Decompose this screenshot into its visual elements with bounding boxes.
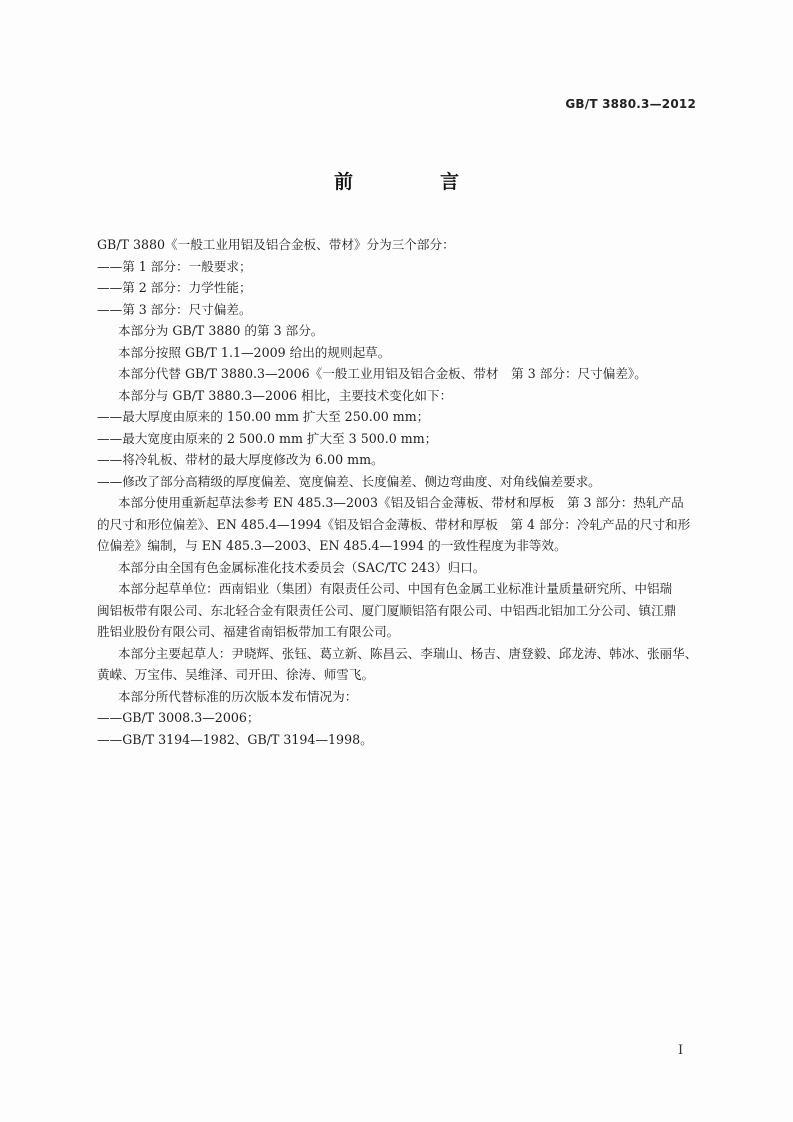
text-line: 位偏差》编制，与 EN 485.3—2003、EN 485.4—1994 的一致性程度为非等效。	[97, 538, 567, 553]
text-line: 本部分为 GB/T 3880 的第 3 部分。	[118, 323, 324, 338]
standard-code: GB/T 3880.3—2012	[565, 97, 696, 111]
list-item: ——第 1 部分：一般要求；	[97, 258, 252, 274]
list-item: ——GB/T 3194—1982、GB/T 3194—1998。	[97, 731, 373, 747]
list-item: ——GB/T 3008.3—2006；	[97, 710, 260, 725]
text-line: 本部分与 GB/T 3880.3—2006 相比，主要技术变化如下：	[118, 387, 453, 403]
text-line: 本部分使用重新起草法参考 EN 485.3—2003《铝及铝合金薄板、带材和厚板 第 3 部分：热轧产品	[118, 495, 684, 510]
list-item: ——修改了部分高精级的厚度偏差、宽度偏差、长度偏差、侧边弯曲度、对角线偏差要求。	[97, 473, 601, 489]
text-line: 胜铝业股份有限公司、福建省南铝板带加工有限公司。	[97, 624, 400, 639]
text-line: 本部分按照 GB/T 1.1—2009 给出的规则起草。	[118, 344, 391, 360]
text-line: 黄嵘、万宝伟、吴维泽、司开田、徐涛、师雪飞。	[97, 667, 375, 682]
text-line: GB/T 3880《一般工业用铝及铝合金板、带材》分为三个部分：	[97, 237, 455, 252]
list-item: ——将冷轧板、带材的最大厚度修改为 6.00 mm。	[97, 452, 384, 467]
text-line: 本部分由全国有色金属标准化技术委员会（SAC/TC 243）归口。	[118, 559, 486, 575]
list-item: ——第 2 部分：力学性能；	[97, 280, 252, 295]
text-line: 本部分主要起草人：尹晓辉、张钰、葛立新、陈昌云、李瑞山、杨吉、唐登毅、邱龙涛、韩冰、张丽华、	[118, 645, 698, 661]
foreword-body	[97, 234, 698, 750]
page-number: I	[678, 1043, 684, 1058]
text-line: 本部分起草单位：西南铝业（集团）有限责任公司、中国有色金属工业标准计量质量研究所、中铝瑞	[118, 581, 673, 596]
text-line: 闽铝板带有限公司、东北轻合金有限责任公司、厦门厦顺铝箔有限公司、中铝西北铝加工分公司、镇江鼎	[97, 602, 677, 618]
list-item: ——最大宽度由原来的 2 500.0 mm 扩大至 3 500.0 mm；	[97, 430, 438, 446]
list-item: ——最大厚度由原来的 150.00 mm 扩大至 250.00 mm；	[97, 409, 430, 424]
list-item: ——第 3 部分：尺寸偏差。	[97, 301, 252, 317]
text-line: 本部分所代替标准的历次版本发布情况为：	[118, 688, 358, 704]
text-line: 本部分代替 GB/T 3880.3—2006《一般工业用铝及铝合金板、带材 第 3 部分：尺寸偏差》。	[118, 366, 647, 381]
page-title: 前 言	[333, 171, 493, 193]
text-line: 的尺寸和形位偏差》、EN 485.4—1994《铝及铝合金薄板、带材和厚板 第 4 部分：冷轧产品的尺寸和形	[97, 516, 691, 532]
